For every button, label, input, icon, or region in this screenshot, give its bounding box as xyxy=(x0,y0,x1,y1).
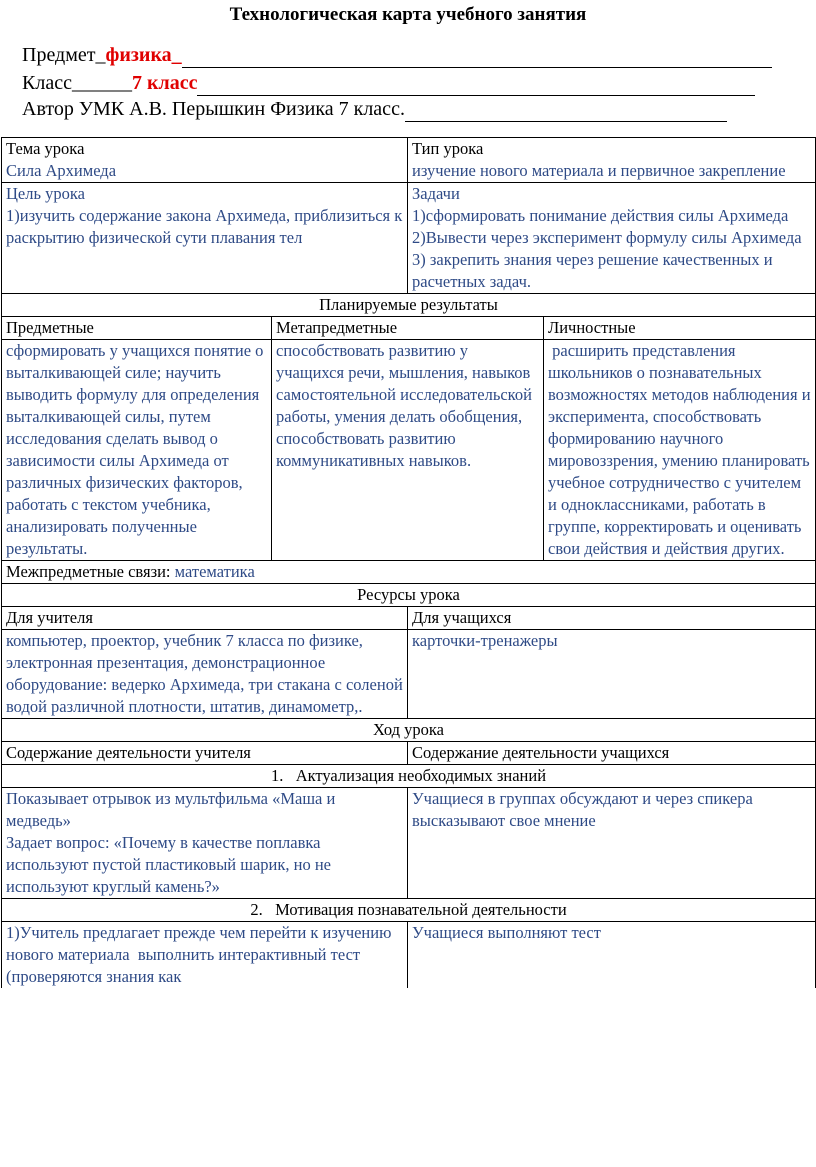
goal-cell xyxy=(2,183,408,294)
interdisciplinary-cell xyxy=(2,561,816,584)
subject-label: Предмет_ xyxy=(22,44,106,66)
document-title: Технологическая карта учебного занятия xyxy=(229,4,587,25)
task-item: 3) закрепить знания через решение качественных и расчетных задач. xyxy=(412,250,773,291)
results-heading: Планируемые результаты xyxy=(2,294,816,317)
class-value: 7 класс xyxy=(131,72,198,94)
stage-teacher-text: Показывает отрывок из мультфильма «Маша и медведь» xyxy=(6,789,336,830)
interdisciplinary-value: математика xyxy=(174,562,255,581)
class-label: Класс______ xyxy=(22,72,132,94)
goal-label: Цель урока xyxy=(6,184,85,203)
resources-labels-row xyxy=(2,607,816,630)
topic-label: Тема урока xyxy=(6,139,85,158)
author-underline xyxy=(405,98,727,122)
course-students-col: Содержание деятельности учащихся xyxy=(408,742,816,765)
personal-results-value: расширить представления школьников о познавательных возможностях методов наблюдения и эксперимента, способствовать формированию научного мировоззрения, умению планировать учебное сотрудничество с учителем и одноклассниками, работать в группе, корректировать и оценивать свои действия и действия других. xyxy=(544,340,816,561)
stage-teacher-text: Задает вопрос: «Почему в качестве поплавка используют пустой пластиковый шарик, но не используют круглый камень?» xyxy=(6,833,331,896)
stage-students-cell: Учащиеся в группах обсуждают и через спикера высказывают свое мнение xyxy=(408,788,816,899)
stage-title: 1. Актуализация необходимых знаний xyxy=(2,765,816,788)
tasks-cell xyxy=(408,183,816,294)
subject-value: физика_ xyxy=(105,44,182,66)
subject-results-label: Предметные xyxy=(2,317,272,340)
goal-value: 1)изучить содержание закона Архимеда, приблизиться к раскрытию физической сути плавания тел xyxy=(6,206,403,247)
resources-heading: Ресурсы урока xyxy=(2,584,816,607)
subject-line xyxy=(22,44,772,68)
stage-students-cell: Учащиеся выполняют тест xyxy=(408,922,816,989)
results-heading-row xyxy=(2,294,816,317)
stage-title-row xyxy=(2,765,816,788)
class-underline xyxy=(197,72,755,96)
course-heading: Ход урока xyxy=(2,719,816,742)
stage-row xyxy=(2,788,816,899)
course-heading-row xyxy=(2,719,816,742)
results-labels-row xyxy=(2,317,816,340)
interdisciplinary-row xyxy=(2,561,816,584)
stage-teacher-cell: 1)Учитель предлагает прежде чем перейти к изучению нового материала выполнить интерактивный тест (проверяются знания как xyxy=(2,922,408,989)
task-item: 2)Вывести через эксперимент формулу силы Архимеда xyxy=(412,228,802,247)
topic-value: Сила Архимеда xyxy=(6,161,117,180)
goal-row xyxy=(2,183,816,294)
topic-cell xyxy=(2,138,408,183)
stage-title: 2. Мотивация познавательной деятельности xyxy=(2,899,816,922)
stage-title-row xyxy=(2,899,816,922)
resources-teacher-label: Для учителя xyxy=(2,607,408,630)
stage-row xyxy=(2,922,816,989)
subject-results-value: сформировать у учащихся понятие о выталкивающей силе; научить выводить формулу для определения выталкивающей силы, путем исследования сделать вывод о зависимости силы Архимеда от различных физических факторов, работать с текстом учебника, анализировать полученные результаты. xyxy=(2,340,272,561)
author-text: Автор УМК А.В. Перышкин Физика 7 класс. xyxy=(22,98,405,120)
class-line xyxy=(22,72,755,96)
tasks-label: Задачи xyxy=(412,184,460,203)
meta-results-value: способствовать развитию у учащихся речи, мышления, навыков самостоятельной исследовательской работы, умения делать обобщения, способствовать развитию коммуникативных навыков. xyxy=(272,340,544,561)
lesson-type-value: изучение нового материала и первичное закрепление xyxy=(412,161,786,180)
subject-underline xyxy=(182,44,772,68)
resources-values-row xyxy=(2,630,816,719)
resources-heading-row xyxy=(2,584,816,607)
author-line xyxy=(22,98,727,122)
results-values-row xyxy=(2,340,816,561)
resources-students-value: карточки-тренажеры xyxy=(408,630,816,719)
lesson-type-cell xyxy=(408,138,816,183)
lesson-map-table xyxy=(1,137,816,988)
lesson-type-label: Тип урока xyxy=(412,139,484,158)
task-item: 1)сформировать понимание действия силы Архимеда xyxy=(412,206,789,225)
personal-results-label: Личностные xyxy=(544,317,816,340)
interdisciplinary-label: Межпредметные связи: xyxy=(6,562,175,581)
course-columns-row xyxy=(2,742,816,765)
stage-teacher-cell xyxy=(2,788,408,899)
topic-row xyxy=(2,138,816,183)
meta-results-label: Метапредметные xyxy=(272,317,544,340)
course-teacher-col: Содержание деятельности учителя xyxy=(2,742,408,765)
resources-students-label: Для учащихся xyxy=(408,607,816,630)
resources-teacher-value: компьютер, проектор, учебник 7 класса по физике, электронная презентация, демонстрационное оборудование: ведерко Архимеда, три стакана с соленой водой различной плотности, штатив, динамометр,. xyxy=(2,630,408,719)
